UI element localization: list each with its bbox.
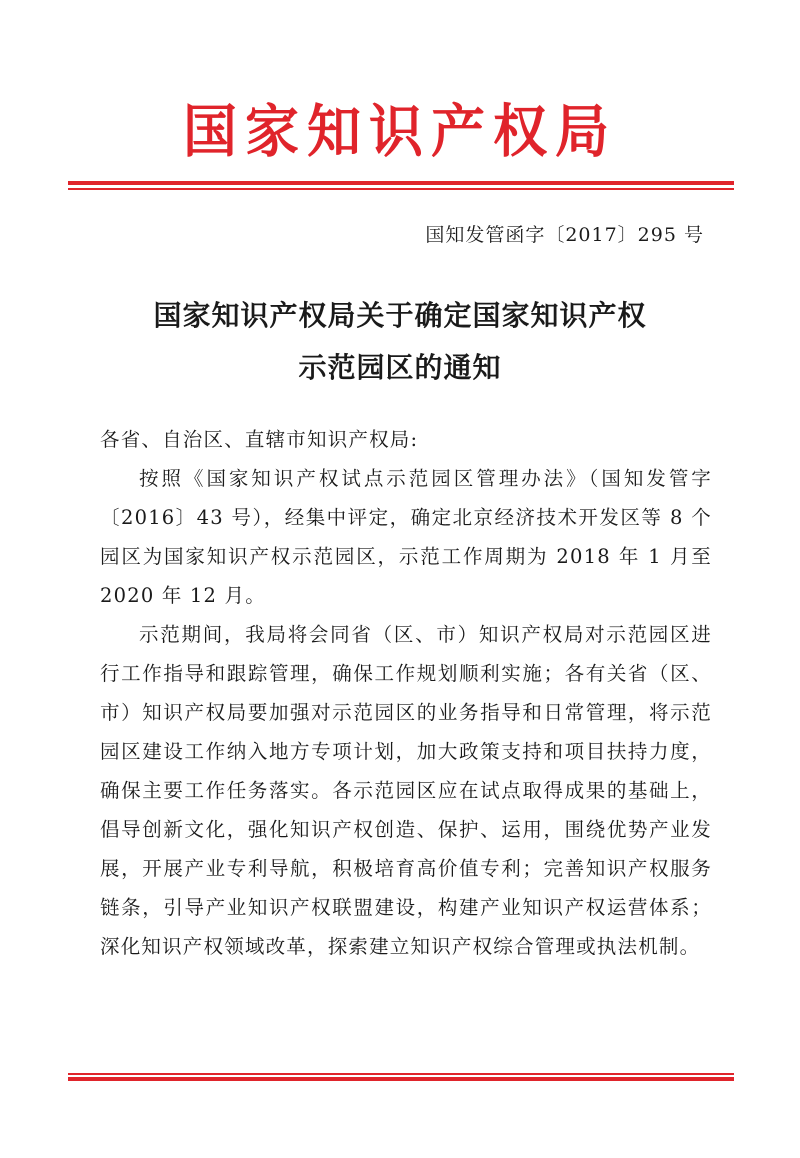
document-number: 国知发管函字〔2017〕295 号 <box>425 224 704 246</box>
letterhead-rule-thick <box>68 181 734 185</box>
letterhead-org-name: 国家知识产权局 <box>183 97 617 165</box>
footer-rule-thick <box>68 1077 734 1081</box>
document-body <box>100 420 712 966</box>
document-title-line-2: 示范园区的通知 <box>298 351 502 384</box>
letterhead-rule-thin <box>68 188 734 190</box>
document-title-line-1: 国家知识产权局关于确定国家知识产权 <box>153 299 647 332</box>
footer-rule-thin <box>68 1073 734 1075</box>
salutation: 各省、自治区、直辖市知识产权局: <box>100 428 419 451</box>
body-paragraph-1: 按照《国家知识产权试点示范园区管理办法》（国知发管字〔2016〕43 号），经集中评定，确定北京经济技术开发区等 8 个园区为国家知识产权示范园区，示范工作周期为 2018 年 1 月至 2020 年 12 月。 <box>100 467 712 607</box>
document-title <box>0 290 800 394</box>
body-paragraph-2: 示范期间，我局将会同省（区、市）知识产权局对示范园区进行工作指导和跟踪管理，确保工作规划顺利实施；各有关省（区、市）知识产权局要加强对示范园区的业务指导和日常管理，将示范园区建设工作纳入地方专项计划，加大政策支持和项目扶持力度，确保主要工作任务落实。各示范园区应在试点取得成果的基础上，倡导创新文化，强化知识产权创造、保护、运用，围绕优势产业发展，开展产业专利导航，积极培育高价值专利；完善知识产权服务链条，引导产业知识产权联盟建设，构建产业知识产权运营体系；深化知识产权领域改革，探索建立知识产权综合管理或执法机制。 <box>100 623 712 958</box>
